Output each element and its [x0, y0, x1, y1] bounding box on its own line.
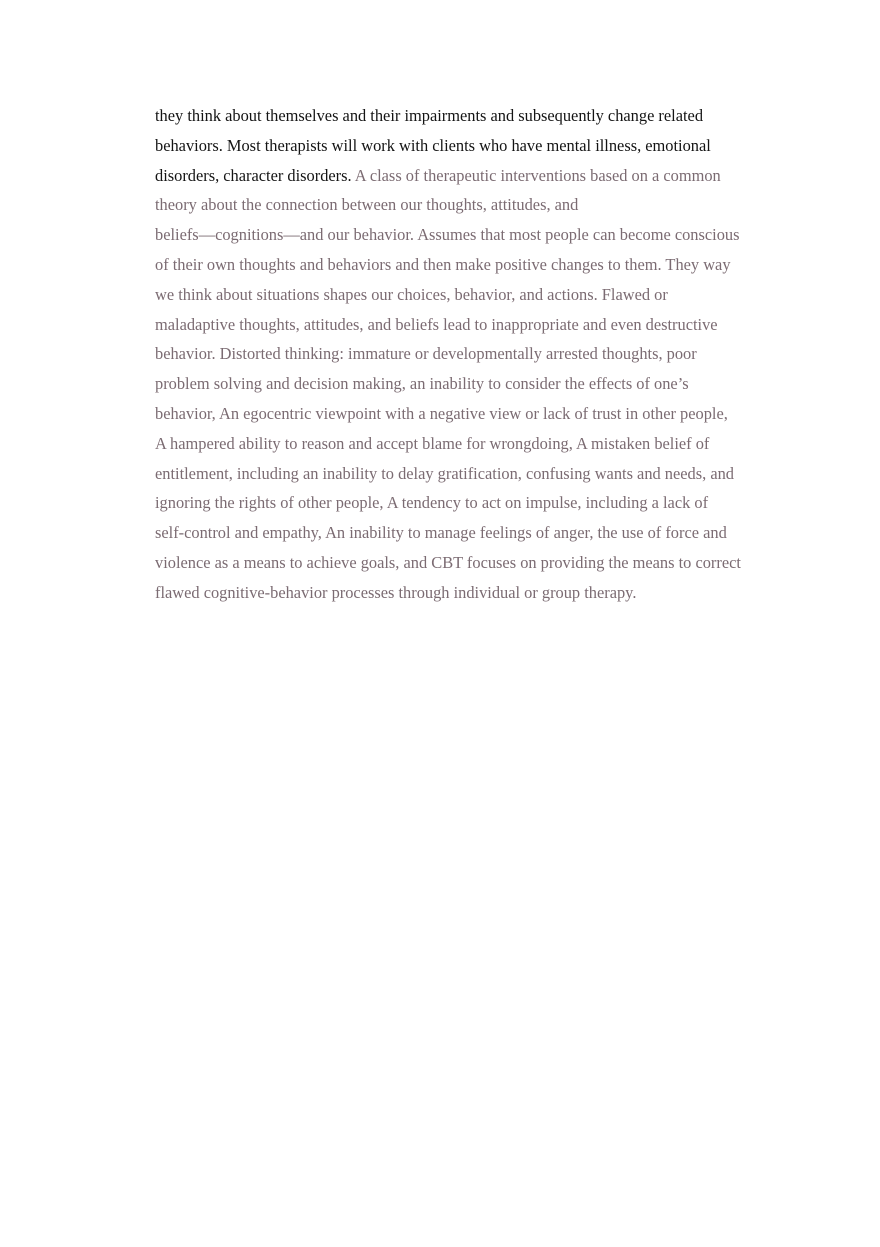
text-line — [155, 429, 775, 459]
text-line — [155, 280, 775, 310]
dark-text-run: behaviors. Most therapists will work with clients who have mental illness, emotional — [155, 135, 711, 155]
body-paragraph — [155, 101, 775, 608]
text-line — [155, 399, 775, 429]
text-line — [155, 578, 775, 608]
faded-text-run: entitlement, including an inability to delay gratification, confusing wants and needs, and — [155, 463, 734, 483]
faded-text-run: problem solving and decision making, an inability to consider the effects of one’s — [155, 374, 689, 394]
faded-text-run: theory about the connection between our thoughts, attitudes, and — [155, 195, 579, 215]
faded-text-run: A hampered ability to reason and accept blame for wrongdoing, A mistaken belief of — [155, 433, 710, 453]
dark-text-run: disorders, character disorders. — [155, 165, 352, 185]
text-line — [155, 190, 775, 220]
faded-text-run: of their own thoughts and behaviors and then make positive changes to them. They way — [155, 254, 731, 274]
text-line — [155, 459, 775, 489]
faded-text-run: ignoring the rights of other people, A tendency to act on impulse, including a lack of — [155, 493, 709, 513]
text-line — [155, 369, 775, 399]
text-line — [155, 131, 775, 161]
faded-text-run: we think about situations shapes our choices, behavior, and actions. Flawed or — [155, 284, 668, 304]
text-line — [155, 220, 775, 250]
text-line — [155, 161, 775, 191]
text-line — [155, 548, 775, 578]
text-line — [155, 101, 775, 131]
text-line — [155, 250, 775, 280]
dark-text-run: they think about themselves and their impairments and subsequently change related — [155, 106, 704, 125]
faded-text-run: A class of therapeutic interventions based on a common — [351, 165, 721, 185]
faded-text-run: beliefs—cognitions—and our behavior. Assumes that most people can become conscious — [155, 225, 740, 245]
text-line — [155, 339, 775, 369]
faded-text-run: self-control and empathy, An inability to manage feelings of anger, the use of force and — [155, 523, 727, 543]
text-line — [155, 310, 775, 340]
text-line — [155, 518, 775, 548]
faded-text-run: flawed cognitive-behavior processes through individual or group therapy. — [155, 582, 637, 602]
faded-text-run: maladaptive thoughts, attitudes, and beliefs lead to inappropriate and even destructive — [155, 314, 718, 334]
text-line — [155, 488, 775, 518]
faded-text-run: behavior. Distorted thinking: immature or developmentally arrested thoughts, poor — [155, 344, 697, 364]
faded-text-run: violence as a means to achieve goals, and CBT focuses on providing the means to correct — [155, 552, 741, 572]
faded-text-run: behavior, An egocentric viewpoint with a negative view or lack of trust in other people, — [155, 403, 728, 423]
